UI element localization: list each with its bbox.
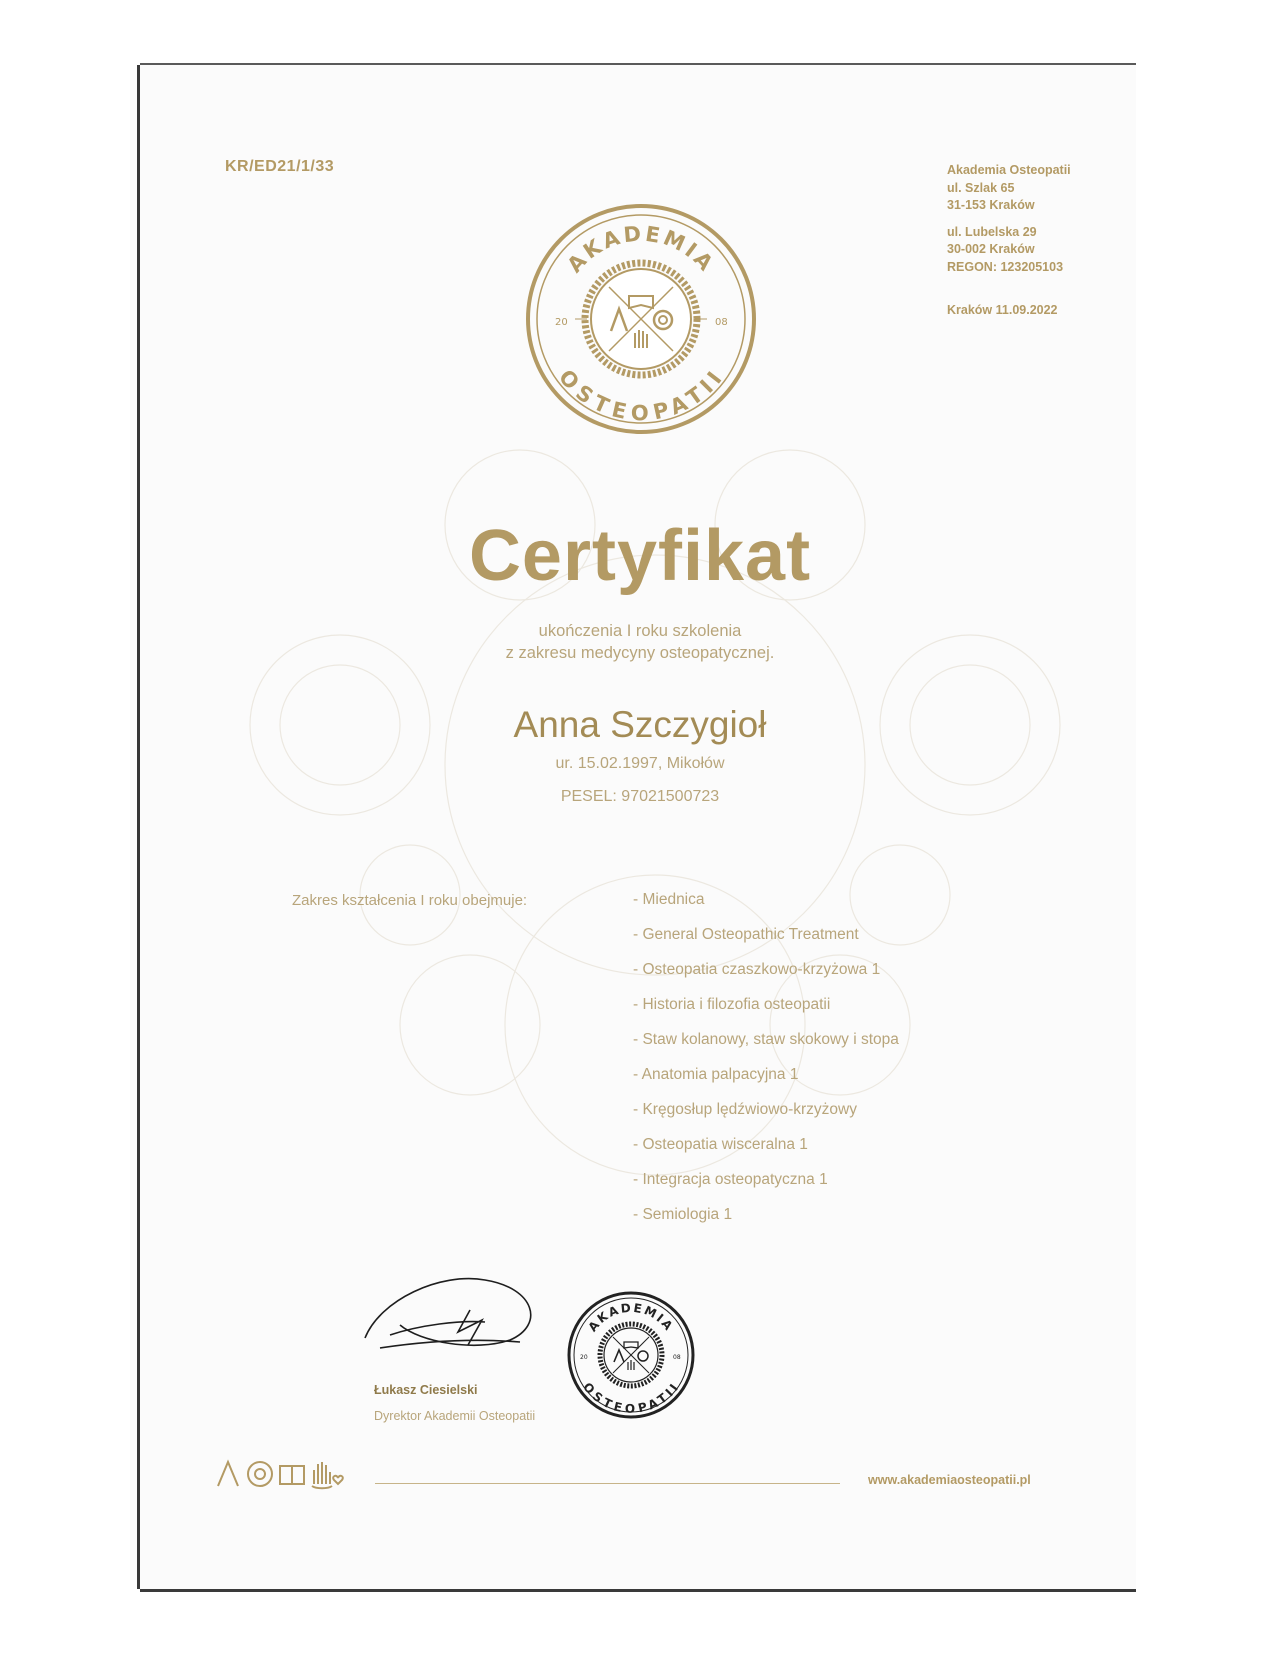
scope-label: Zakres kształcenia I roku obejmuje: — [292, 892, 528, 909]
list-item: - Historia i filozofia osteopatii — [633, 996, 831, 1013]
seal-top-text: AKADEMIA — [562, 221, 720, 278]
address-line: Akademia Osteopatii — [947, 163, 1071, 177]
scope-list — [633, 889, 899, 1239]
document-number: KR/ED21/1/33 — [225, 158, 335, 175]
signer-name: Łukasz Ciesielski — [374, 1383, 478, 1397]
certificate-subtitle — [0, 620, 1280, 664]
pesel-number: PESEL: 97021500723 — [560, 788, 720, 805]
seal-year-left: 20 — [555, 317, 568, 328]
certificate-title: Certyfikat — [468, 516, 812, 596]
list-item: - Anatomia palpacyjna 1 — [633, 1066, 799, 1083]
seal-bottom-text: OSTEOPATII — [554, 364, 729, 426]
footer-divider — [375, 1483, 840, 1484]
birth-info: ur. 15.02.1997, Mikołów — [555, 755, 725, 772]
recipient-name: Anna Szczygioł — [513, 704, 767, 745]
hand-icon — [312, 1462, 332, 1488]
academy-stamp — [566, 1290, 696, 1420]
place-date: Kraków 11.09.2022 — [947, 303, 1058, 317]
list-item: - Staw kolanowy, staw skokowy i stopa — [633, 1031, 899, 1048]
address-line: 30-002 Kraków — [947, 242, 1035, 256]
list-item: - Integracja osteopatyczna 1 — [633, 1171, 828, 1188]
list-item: - Semiologia 1 — [633, 1206, 733, 1223]
academy-seal-gold — [525, 203, 757, 435]
address-line: ul. Szlak 65 — [947, 180, 1015, 195]
website-link[interactable]: www.akademiaosteopatii.pl — [868, 1473, 1031, 1487]
heart-icon — [333, 1476, 343, 1484]
address-line: 31-153 Kraków — [947, 198, 1035, 212]
address-line: ul. Lubelska 29 — [947, 224, 1037, 239]
stamp-year-right: 08 — [673, 1354, 681, 1361]
seal-year-right: 08 — [715, 317, 728, 328]
director-signature — [360, 1270, 550, 1360]
footer-icons — [216, 1456, 356, 1490]
list-item: - General Osteopathic Treatment — [633, 926, 859, 943]
stamp-year-left: 20 — [580, 1354, 588, 1361]
list-item: - Osteopatia wisceralna 1 — [633, 1136, 808, 1153]
stamp-bottom-text: OSTEOPATII — [580, 1379, 683, 1416]
signer-role: Dyrektor Akademii Osteopatii — [374, 1409, 536, 1423]
lambda-icon — [218, 1462, 238, 1486]
book-icon — [280, 1466, 304, 1484]
list-item: - Kręgosłup lędźwiowo-krzyżowy — [633, 1101, 857, 1118]
list-item: - Miednica — [633, 891, 705, 908]
subtitle-line: ukończenia I roku szkolenia — [538, 622, 742, 640]
regon: REGON: 123205103 — [947, 259, 1064, 274]
academy-address — [947, 162, 1071, 276]
list-item: - Osteopatia czaszkowo-krzyżowa 1 — [633, 961, 881, 978]
subtitle-line: z zakresu medycyny osteopatycznej. — [505, 644, 775, 662]
circle-icon — [248, 1462, 272, 1486]
stamp-top-text: AKADEMIA — [585, 1300, 677, 1335]
